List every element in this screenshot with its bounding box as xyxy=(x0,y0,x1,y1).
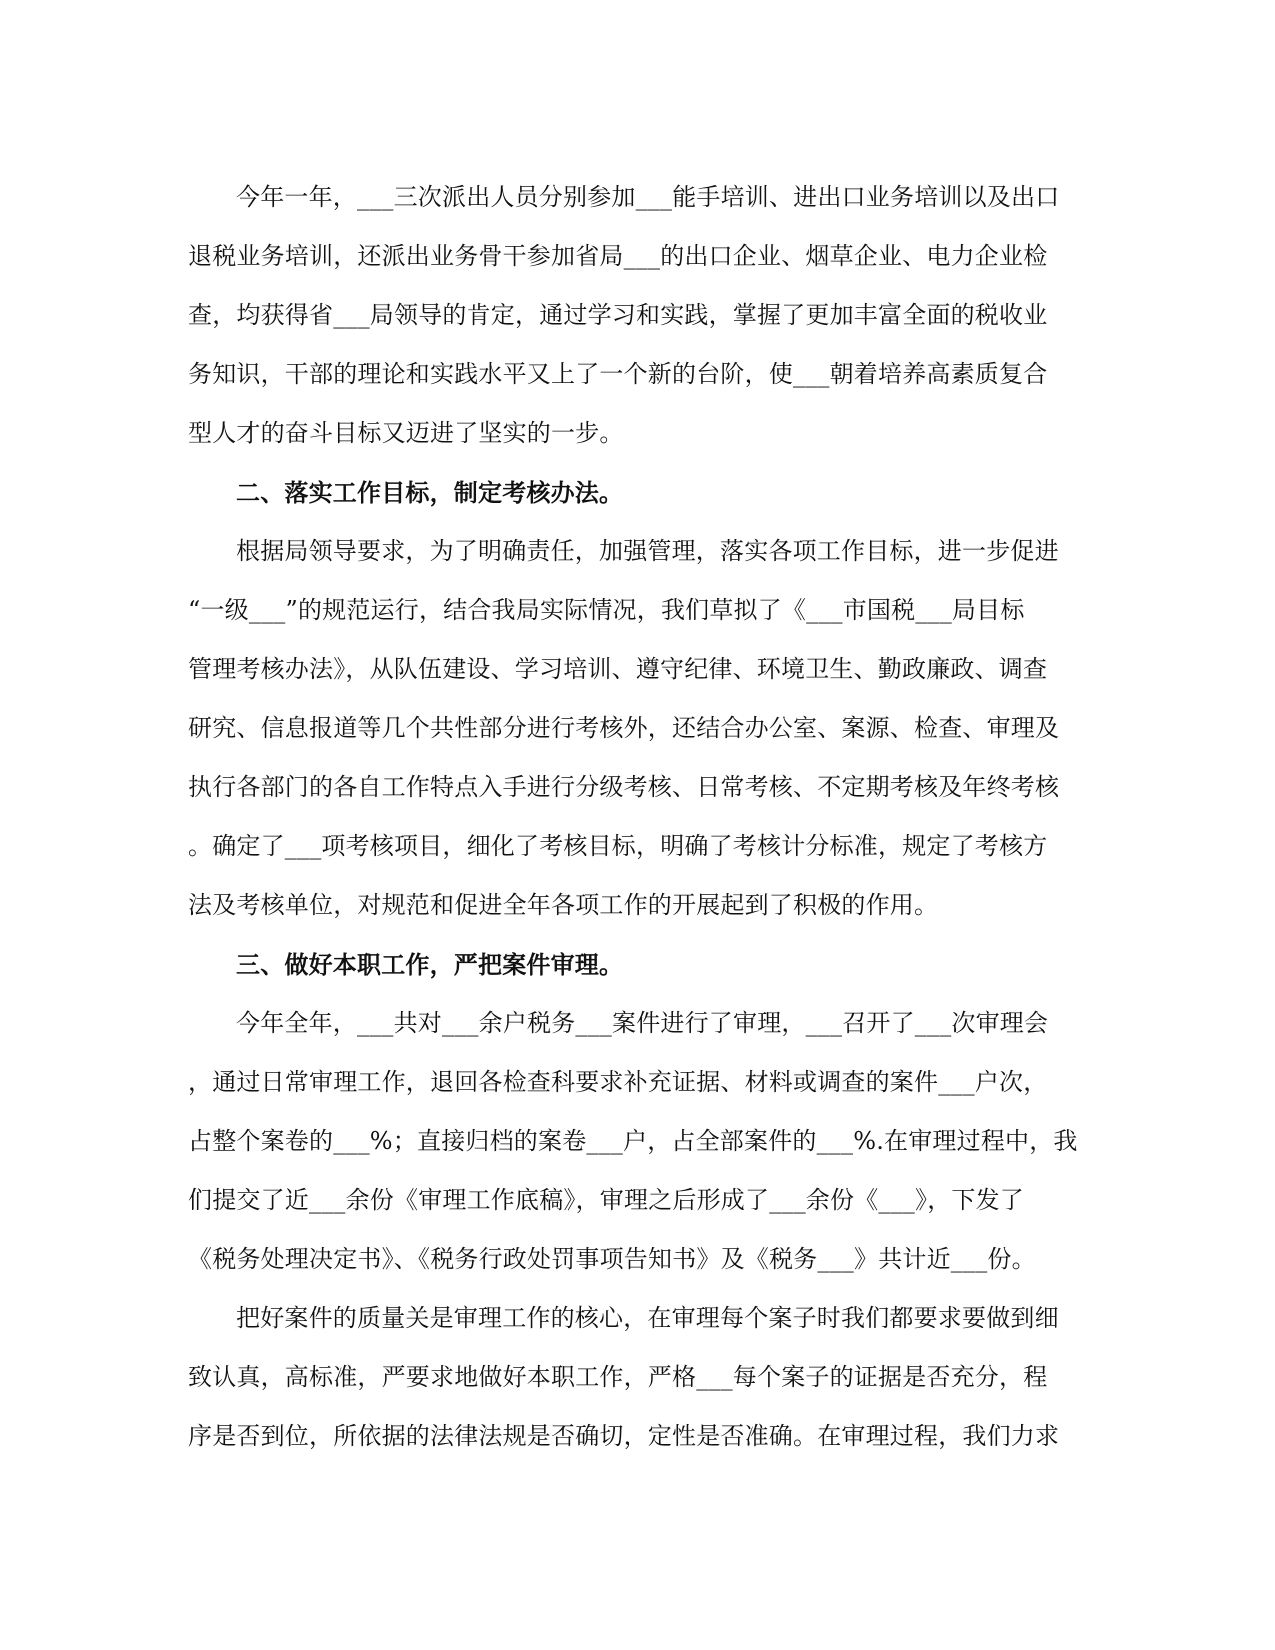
paragraph-line: 法及考核单位，对规范和促进全年各项工作的开展起到了积极的作用。 xyxy=(188,891,939,919)
paragraph-line: “一级___”的规范运行，结合我局实际情况，我们草拟了《___市国税___局目标 xyxy=(188,596,1025,624)
paragraph-line: 序是否到位，所依据的法律法规是否确切，定性是否准确。在审理过程，我们力求 xyxy=(188,1422,1060,1450)
paragraph-line: 执行各部门的各自工作特点入手进行分级考核、日常考核、不定期考核及年终考核 xyxy=(188,773,1060,801)
paragraph-line: 退税业务培训，还派出业务骨干参加省局___的出口企业、烟草企业、电力企业检 xyxy=(188,242,1048,270)
paragraph-line: 型人才的奋斗目标又迈进了坚实的一步。 xyxy=(188,419,624,447)
paragraph-line: ，通过日常审理工作，退回各检查科要求补充证据、材料或调查的案件___户次， xyxy=(188,1068,1048,1096)
section-heading: 二、落实工作目标，制定考核办法。 xyxy=(236,478,624,507)
paragraph-line: 务知识，干部的理论和实践水平又上了一个新的台阶，使___朝着培养高素质复合 xyxy=(188,360,1048,388)
paragraph-line: 今年一年，___三次派出人员分别参加___能手培训、进出口业务培训以及出口 xyxy=(236,183,1060,211)
paragraph-line: 致认真，高标准，严要求地做好本职工作，严格___每个案子的证据是否充分，程 xyxy=(188,1363,1048,1391)
document-body xyxy=(188,168,1084,1466)
paragraph-line: 《税务处理决定书》、《税务行政处罚事项告知书》及《税务___》共计近___份。 xyxy=(188,1245,1036,1273)
section-heading: 三、做好本职工作，严把案件审理。 xyxy=(236,950,624,979)
paragraph-line: 查，均获得省___局领导的肯定，通过学习和实践，掌握了更加丰富全面的税收业 xyxy=(188,301,1048,329)
paragraph-line: 们提交了近___余份《审理工作底稿》，审理之后形成了___余份《___》，下发了 xyxy=(188,1186,1024,1214)
paragraph-line: 研究、信息报道等几个共性部分进行考核外，还结合办公室、案源、检查、审理及 xyxy=(188,714,1060,742)
paragraph-line: 根据局领导要求，为了明确责任，加强管理，落实各项工作目标，进一步促进 xyxy=(236,537,1059,565)
paragraph-line: 。确定了___项考核项目，细化了考核目标，明确了考核计分标准，规定了考核方 xyxy=(188,832,1048,860)
paragraph-line: 今年全年，___共对___余户税务___案件进行了审理，___召开了___次审理会 xyxy=(236,1009,1049,1037)
paragraph-line: 占整个案卷的___%；直接归档的案卷___户，占全部案件的___%.在审理过程中，我 xyxy=(188,1127,1078,1155)
paragraph-line: 把好案件的质量关是审理工作的核心，在审理每个案子时我们都要求要做到细 xyxy=(236,1304,1059,1332)
paragraph-line: 管理考核办法》，从队伍建设、学习培训、遵守纪律、环境卫生、勤政廉政、调查 xyxy=(188,655,1048,683)
